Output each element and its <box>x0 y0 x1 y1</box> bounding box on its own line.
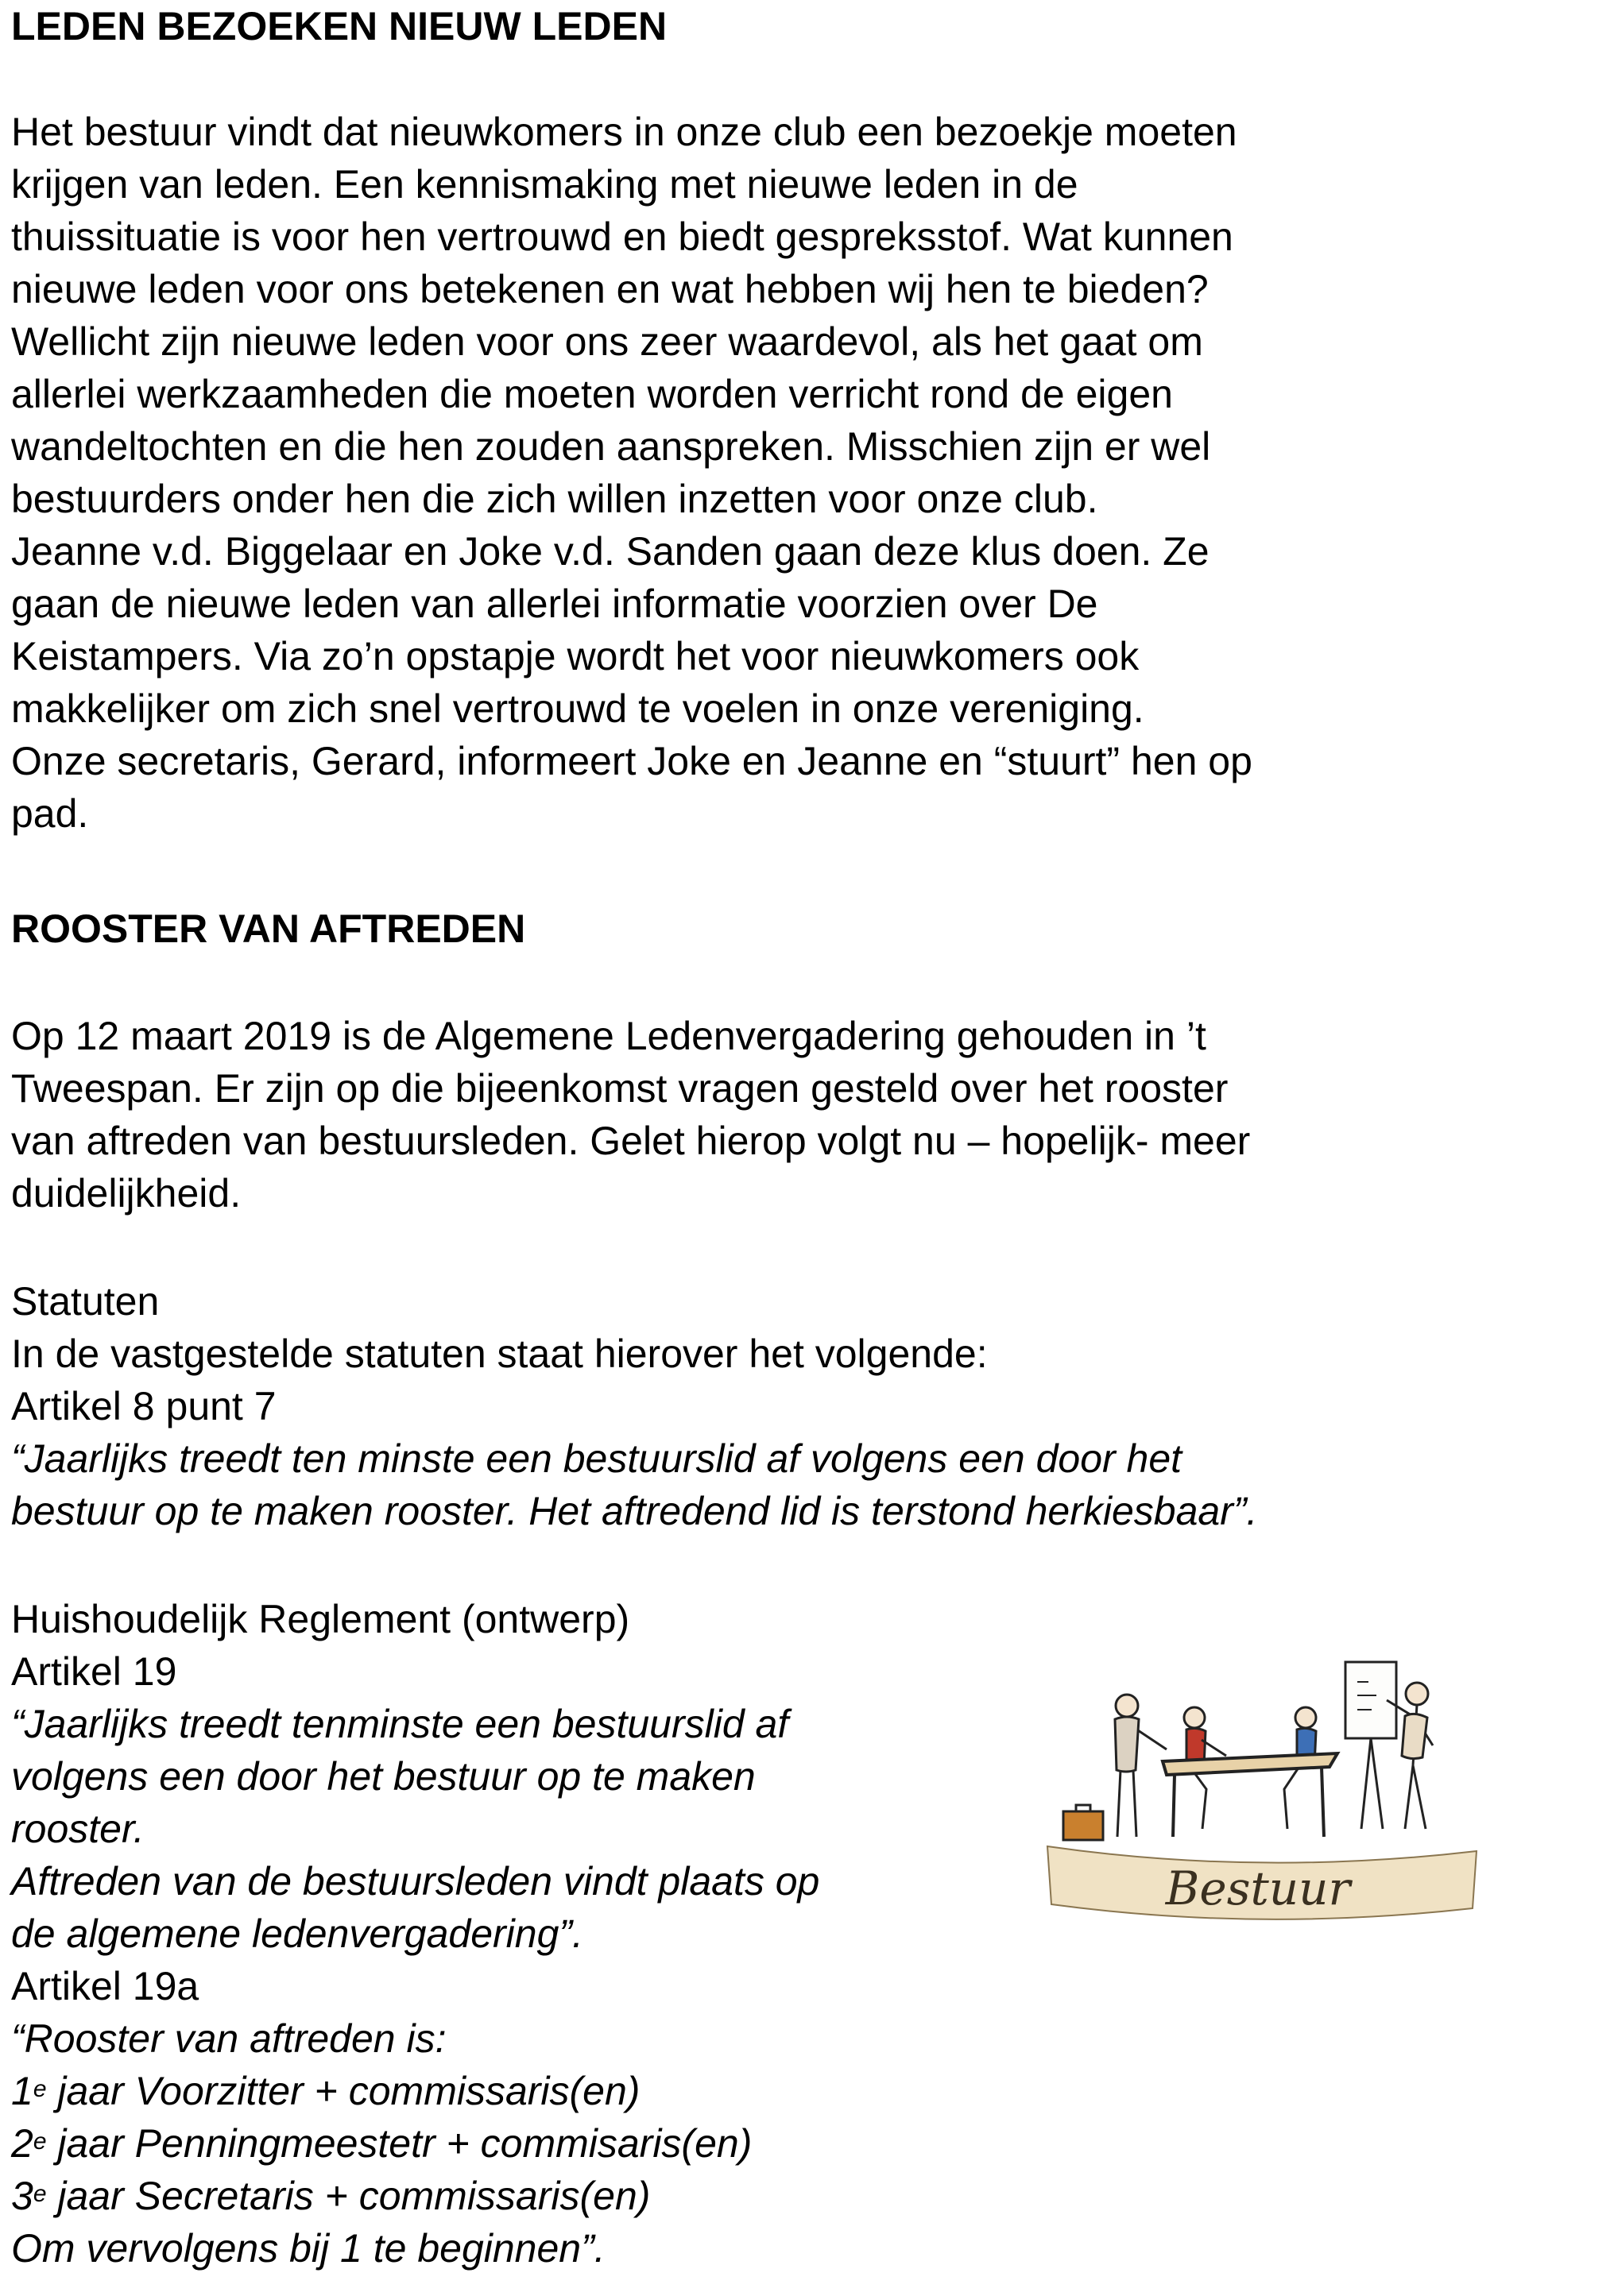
illustration-background <box>1031 1598 1484 1996</box>
paragraph-line: Keistampers. Via zo’n opstapje wordt het voor nieuwkomers ook <box>11 634 1140 678</box>
paragraph-line: van aftreden van bestuursleden. Gelet hierop volgt nu – hopelijk- meer <box>11 1119 1251 1163</box>
article-19-quote-line: rooster. <box>11 1807 145 1851</box>
schedule-closing: Om vervolgens bij 1 te beginnen”. <box>11 2226 606 2271</box>
paragraph-line: gaan de nieuwe leden van allerlei informatie voorzien over De <box>11 582 1098 626</box>
paragraph-line: makkelijker om zich snel vertrouwd te voelen in onze vereniging. <box>11 686 1144 731</box>
paragraph-line: pad. <box>11 791 89 836</box>
reglement-article-19a: Artikel 19a <box>11 1964 199 2008</box>
statuten-intro: In de vastgestelde statuten staat hierover het volgende: <box>11 1332 988 1376</box>
paragraph-line: duidelijkheid. <box>11 1171 242 1216</box>
article-19-quote-line: “Jaarlijks treedt tenminste een bestuurslid af <box>11 1702 789 1746</box>
schedule-text: jaar Penningmeestetr + commisaris(en) <box>46 2121 753 2166</box>
statuten-quote-line: “Jaarlijks treedt ten minste een bestuurslid af volgens een door het <box>11 1436 1182 1481</box>
schedule-superscript: e <box>33 2181 47 2207</box>
paragraph-line: allerlei werkzaamheden die moeten worden verricht rond de eigen <box>11 372 1173 416</box>
paragraph-line: wandeltochten en die hen zouden aanspreken. Misschien zijn er wel <box>11 424 1211 469</box>
statuten-quote-line: bestuur op te maken rooster. Het aftredend lid is terstond herkiesbaar”. <box>11 1489 1258 1533</box>
caption-text: Bestuur <box>1165 1861 1351 1915</box>
schedule-number: 2 <box>11 2121 33 2166</box>
schedule-item-3 <box>11 2170 650 2222</box>
schedule-text: jaar Secretaris + commissaris(en) <box>46 2174 651 2218</box>
article-19-quote-line: volgens een door het bestuur op te maken <box>11 1754 756 1799</box>
article-19a-quote-intro: “Rooster van aftreden is: <box>11 2016 447 2061</box>
schedule-number: 1 <box>11 2069 33 2113</box>
briefcase-icon <box>1063 1805 1103 1840</box>
statuten-article: Artikel 8 punt 7 <box>11 1384 277 1428</box>
paragraph-line: Onze secretaris, Gerard, informeert Joke en Jeanne en “stuurt” hen op <box>11 739 1252 783</box>
paragraph-line: krijgen van leden. Een kennismaking met nieuwe leden in de <box>11 162 1078 207</box>
paragraph-line: Jeanne v.d. Biggelaar en Joke v.d. Sanden gaan deze klus doen. Ze <box>11 529 1210 574</box>
paragraph-line: Op 12 maart 2019 is de Algemene Ledenvergadering gehouden in ’t <box>11 1014 1206 1058</box>
article-19-quote-line: de algemene ledenvergadering”. <box>11 1911 583 1956</box>
schedule-item-2 <box>11 2117 752 2170</box>
schedule-item-1 <box>11 2065 640 2117</box>
paragraph-line: nieuwe leden voor ons betekenen en wat hebben wij hen te bieden? <box>11 267 1209 311</box>
reglement-article-19: Artikel 19 <box>11 1649 177 1694</box>
paragraph-line: bestuurders onder hen die zich willen inzetten voor onze club. <box>11 477 1098 521</box>
reglement-title: Huishoudelijk Reglement (ontwerp) <box>11 1597 630 1641</box>
article-19-quote-line: Aftreden van de bestuursleden vindt plaats op <box>11 1859 820 1904</box>
statuten-title: Statuten <box>11 1279 160 1324</box>
schedule-superscript: e <box>33 2128 47 2155</box>
bestuur-illustration <box>1031 1598 1484 1996</box>
paragraph-line: thuissituatie is voor hen vertrouwd en biedt gespreksstof. Wat kunnen <box>11 215 1233 259</box>
paragraph-line: Wellicht zijn nieuwe leden voor ons zeer waardevol, als het gaat om <box>11 319 1203 364</box>
paragraph-line: Tweespan. Er zijn op die bijeenkomst vragen gesteld over het rooster <box>11 1066 1229 1111</box>
section-heading-new-members: LEDEN BEZOEKEN NIEUW LEDEN <box>11 4 668 48</box>
schedule-number: 3 <box>11 2174 33 2218</box>
paragraph-line: Het bestuur vindt dat nieuwkomers in onze club een bezoekje moeten <box>11 110 1237 154</box>
section-heading-rooster: ROOSTER VAN AFTREDEN <box>11 906 526 951</box>
schedule-text: jaar Voorzitter + commissaris(en) <box>46 2069 641 2113</box>
schedule-superscript: e <box>33 2076 47 2102</box>
